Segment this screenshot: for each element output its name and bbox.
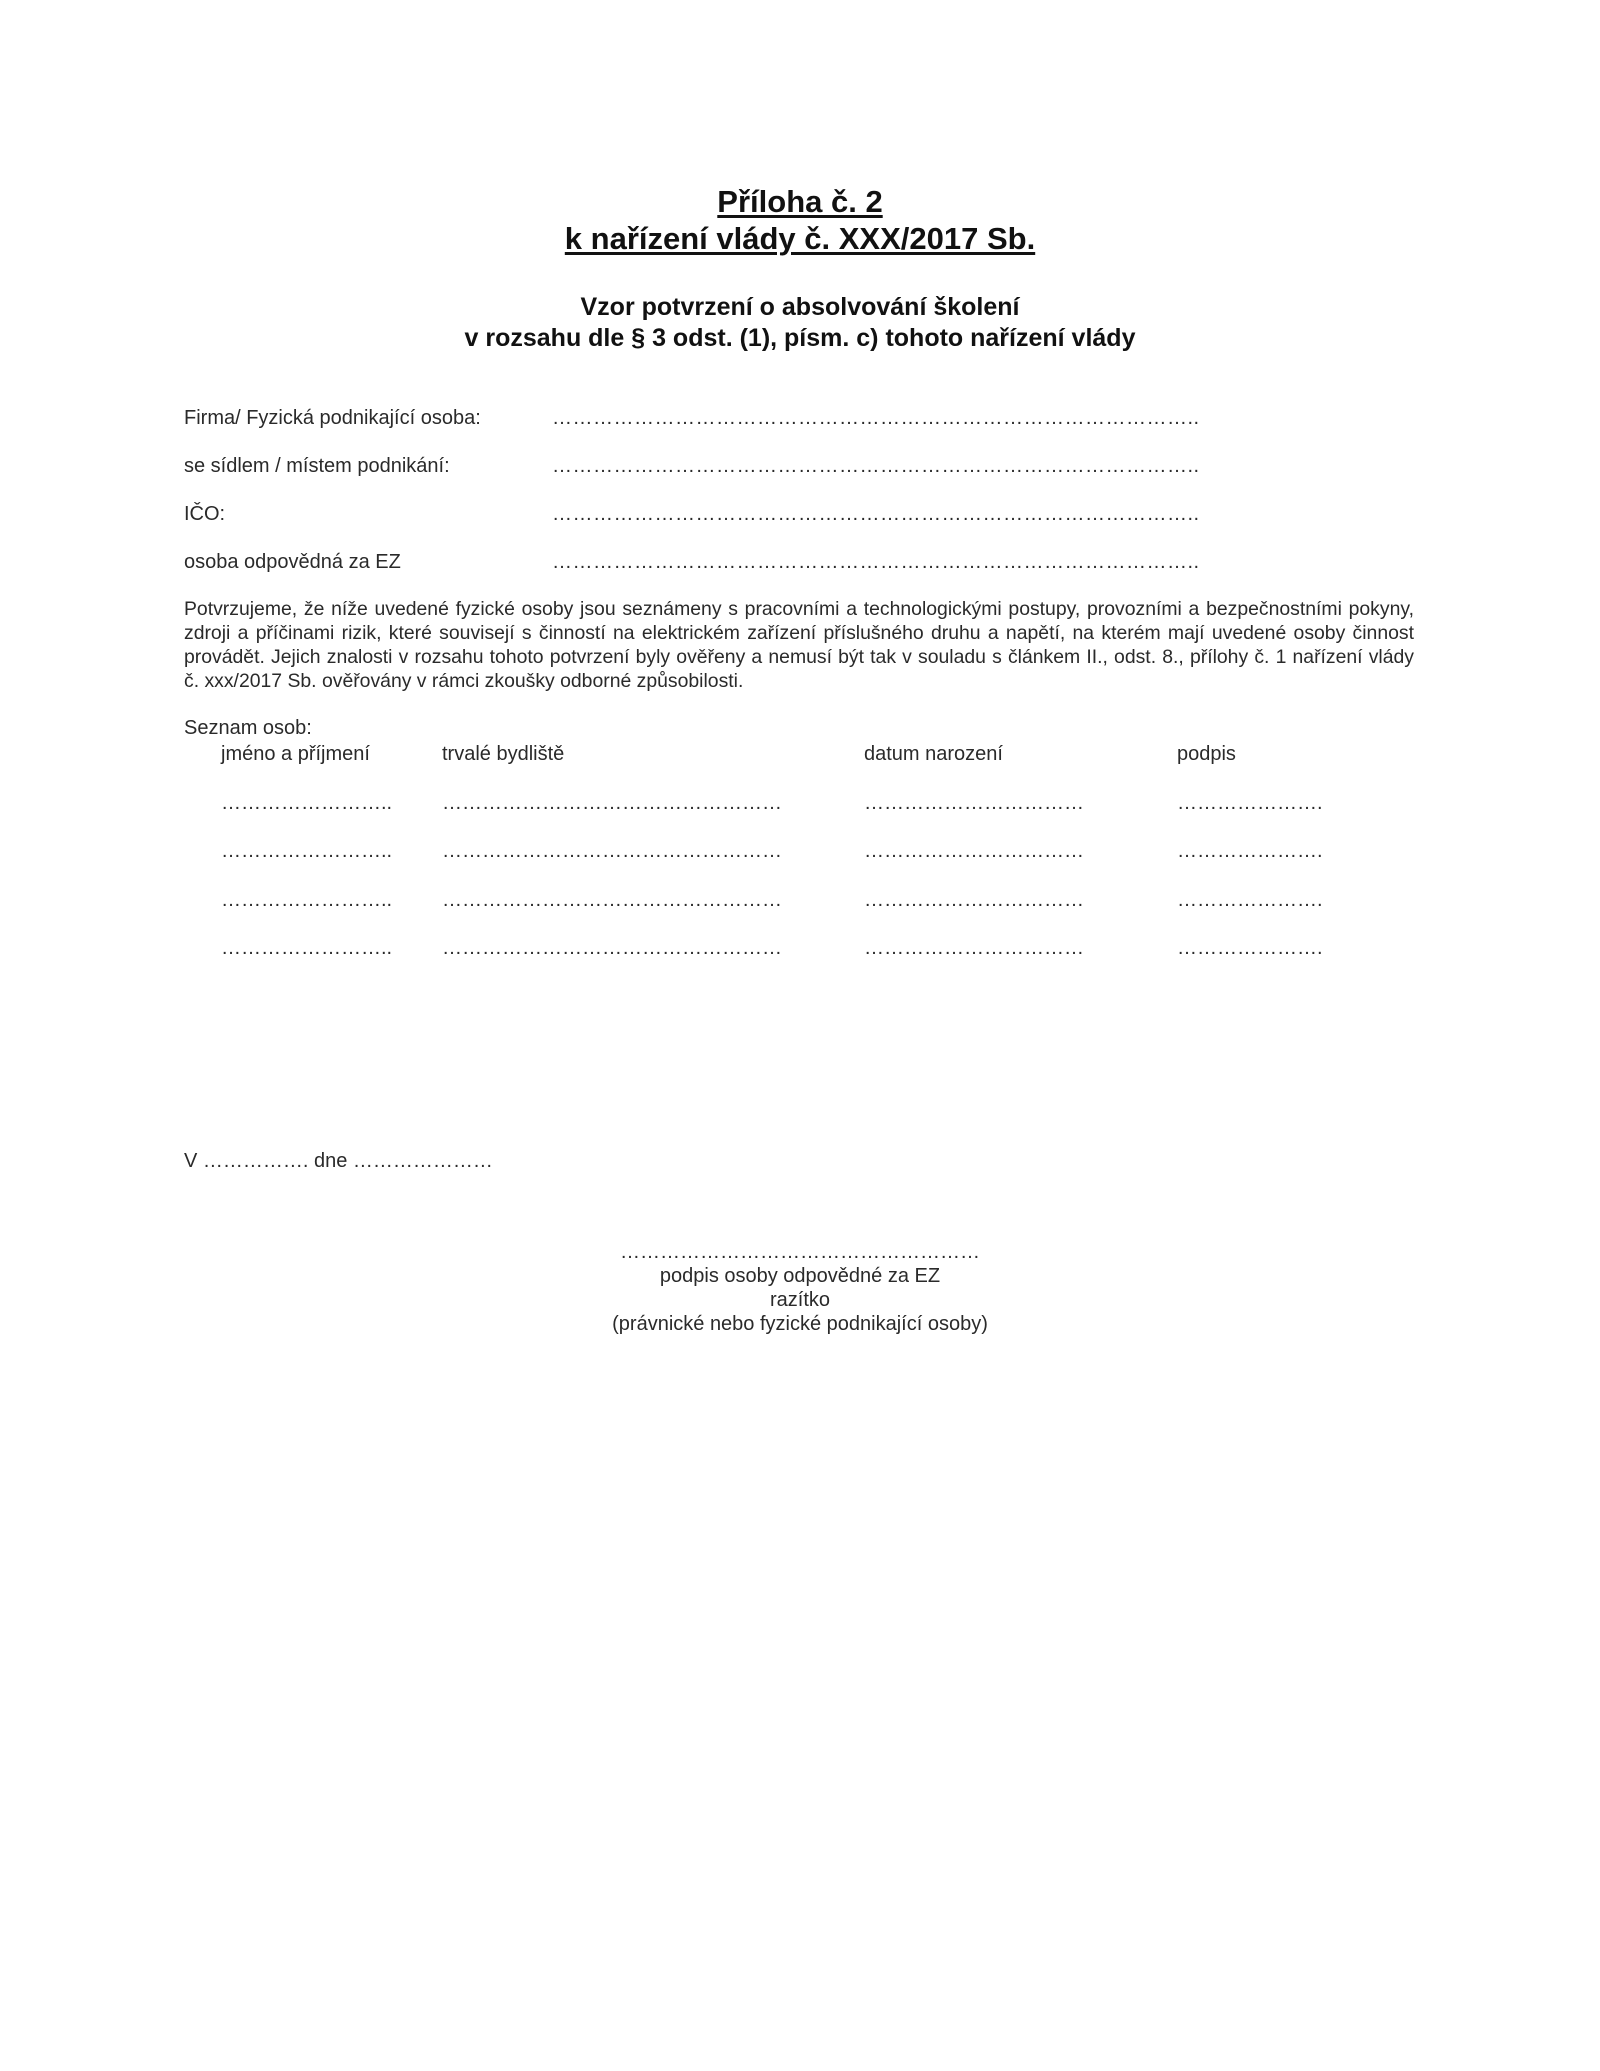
field-ico-blank: ………………………………………………………………………………….. (552, 503, 1200, 525)
confirmation-paragraph: Potvrzujeme, že níže uvedené fyzické osoby jsou seznámeny s pracovními a technologickými postupy, provozními a bezpečnostními pokyny, zdroji a příčinami rizik, které souvisejí s činností na elektrickém zařízení příslušného druhu a napětí, na kterém mají uvedené osoby činnost provádět. Jejich znalosti v rozsahu tohoto potvrzení byly ověřeny a nemusí být tak v souladu s článkem II., odst. 8., přílohy č. 1 nařízení vlády č. xxx/2017 Sb. ověřovány v rámci zkoušky odborné způsobilosti. (184, 598, 1414, 692)
row-1-name-blank: …………………….. (221, 792, 393, 814)
field-responsible-person (184, 547, 1284, 577)
column-header-name: jméno a příjmení (221, 743, 370, 765)
annex-regulation-reference: k nařízení vlády č. XXX/2017 Sb. (564, 221, 1036, 256)
field-responsible-person-blank: ………………………………………………………………………………….. (552, 551, 1200, 573)
signature-blank: ……………………………………………… (620, 1241, 980, 1263)
row-3-address-blank: …………………………………………… (442, 889, 782, 911)
row-1-birth-date-blank: …………………………… (864, 792, 1084, 814)
row-2-birth-date-blank: …………………………… (864, 840, 1084, 862)
row-2-signature-blank: …………………. (1177, 840, 1323, 862)
field-company-blank: ………………………………………………………………………………….. (552, 407, 1200, 429)
row-4-signature-blank: …………………. (1177, 937, 1323, 959)
field-company (184, 403, 1284, 433)
row-4-address-blank: …………………………………………… (442, 937, 782, 959)
column-header-birth-date: datum narození (864, 743, 1003, 765)
stamp-subcaption: (právnické nebo fyzické podnikající osoby) (612, 1313, 988, 1335)
field-seat-label: se sídlem / místem podnikání: (184, 455, 450, 477)
stamp-caption: razítko (769, 1289, 831, 1311)
field-seat-blank: ………………………………………………………………………………….. (552, 455, 1200, 477)
field-ico-label: IČO: (184, 503, 226, 525)
row-4-name-blank: …………………….. (221, 937, 393, 959)
field-ico (184, 499, 1284, 529)
form-title-line-2: v rozsahu dle § 3 odst. (1), písm. c) tohoto nařízení vlády (464, 324, 1136, 352)
form-title-line-1: Vzor potvrzení o absolvování školení (580, 293, 1020, 321)
row-4-birth-date-blank: …………………………… (864, 937, 1084, 959)
row-2-address-blank: …………………………………………… (442, 840, 782, 862)
column-header-signature: podpis (1177, 743, 1236, 765)
signature-block (0, 1240, 1600, 1336)
row-3-signature-blank: …………………. (1177, 889, 1323, 911)
signature-caption: podpis osoby odpovědné za EZ (659, 1265, 941, 1287)
field-seat (184, 451, 1284, 481)
annex-number: Příloha č. 2 (717, 184, 883, 219)
annex-title (0, 183, 1600, 257)
row-3-name-blank: …………………….. (221, 889, 393, 911)
row-1-address-blank: …………………………………………… (442, 792, 782, 814)
place-and-date-line: V ……………. dne ………………… (184, 1150, 493, 1172)
row-3-birth-date-blank: …………………………… (864, 889, 1084, 911)
field-responsible-person-label: osoba odpovědná za EZ (184, 551, 401, 573)
column-header-address: trvalé bydliště (442, 743, 565, 765)
field-company-label: Firma/ Fyzická podnikající osoba: (184, 407, 481, 429)
row-2-name-blank: …………………….. (221, 840, 393, 862)
persons-list-heading: Seznam osob: (184, 717, 312, 739)
row-1-signature-blank: …………………. (1177, 792, 1323, 814)
form-title (0, 292, 1600, 354)
